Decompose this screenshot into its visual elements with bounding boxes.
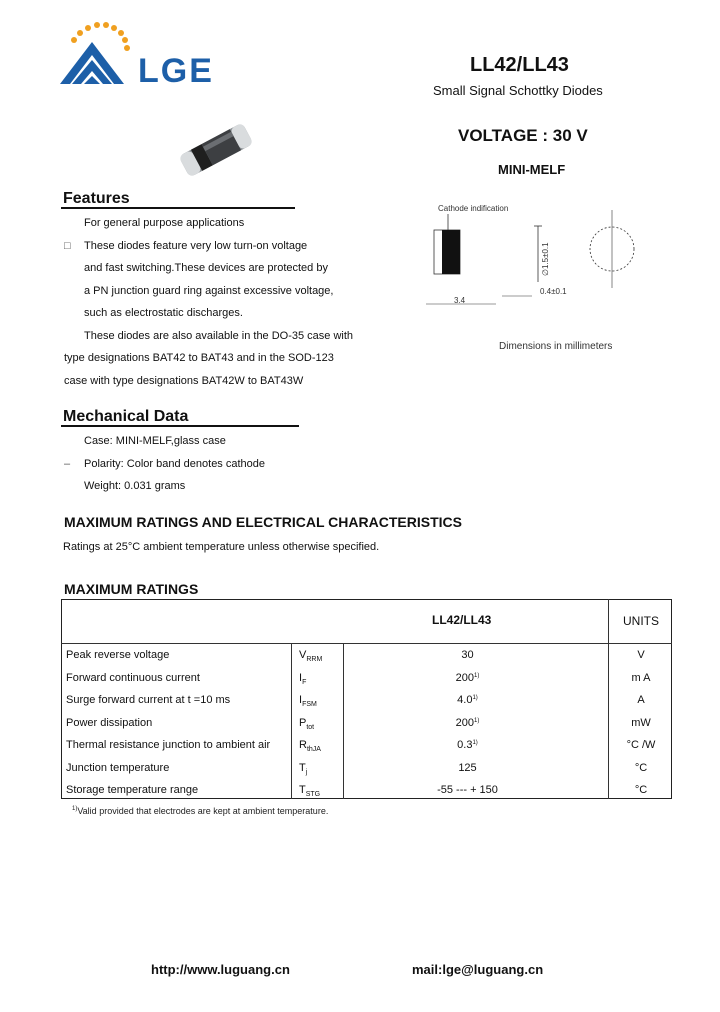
rating-symbol: $V_{RRM}$ xyxy=(299,649,323,663)
rating-symbol: $I_{FSM}$ xyxy=(299,694,317,708)
rating-unit: °C xyxy=(634,761,648,774)
dimension-drawing xyxy=(420,198,670,328)
dimensions-caption: Dimensions in millimeters xyxy=(499,341,613,352)
rating-parameter: Forward continuous current xyxy=(66,671,200,684)
feature-line: type designations BAT42 to BAT43 and in the SOD-123 xyxy=(64,352,334,364)
rating-unit: °C xyxy=(634,784,648,796)
mechanical-line: Weight: 0.031 grams xyxy=(84,480,186,492)
diameter-dim: ∅1.5±0.1 xyxy=(541,242,550,276)
mechanical-list xyxy=(64,430,404,498)
feature-line: a PN junction guard ring against excessive voltage, xyxy=(84,284,334,297)
rating-symbol: $T_{STG}$ xyxy=(299,784,321,798)
product-photo xyxy=(172,112,260,184)
product-subtitle: Small Signal Schottky Diodes xyxy=(433,83,603,98)
cathode-label: Cathode indification xyxy=(438,204,509,213)
company-logo xyxy=(56,22,246,94)
rating-value: 125 xyxy=(458,761,477,774)
rating-value: 30 xyxy=(461,649,474,661)
rating-value: 0.3$^{1)}$ xyxy=(457,739,478,751)
feature-line: For general purpose applications xyxy=(84,217,245,229)
length-dim: 3.4 xyxy=(454,296,466,305)
electrical-characteristics-heading: MAXIMUM RATINGS AND ELECTRICAL CHARACTERISTICS xyxy=(64,514,462,530)
rating-parameter: Storage temperature range xyxy=(66,784,199,796)
logo-wordmark: LGE xyxy=(138,52,214,90)
feature-line: and fast switching.These devices are protected by xyxy=(84,262,328,274)
table-divider xyxy=(608,599,609,799)
rating-parameter: Thermal resistance junction to ambient air xyxy=(66,739,271,751)
rating-symbol: $R_{thJA}$ xyxy=(299,739,321,753)
rating-value: 4.0$^{1)}$ xyxy=(457,694,478,706)
mechanical-line: – Polarity: Color band denotes cathode xyxy=(64,457,266,470)
rating-value: -55 --- + 150 xyxy=(437,784,498,796)
mechanical-line: Case: MINI-MELF,glass case xyxy=(84,435,226,447)
mechanical-heading: Mechanical Data xyxy=(63,408,189,425)
rating-symbol: $I_F$ xyxy=(299,671,307,686)
feature-line: such as electrostatic discharges. xyxy=(84,307,243,319)
ratings-note: Ratings at 25°C ambient temperature unless otherwise specified. xyxy=(63,541,380,553)
rating-parameter: Peak reverse voltage xyxy=(66,649,170,661)
rating-symbol: $P_{tot}$ xyxy=(299,716,315,731)
table-divider xyxy=(343,643,344,799)
website-link[interactable]: http://www.luguang.cn xyxy=(151,962,290,977)
rating-unit: °C /W xyxy=(626,739,656,751)
column-header-units: UNITS xyxy=(623,614,659,628)
feature-line: case with type designations BAT42W to BAT43W xyxy=(64,374,304,387)
rating-parameter: Surge forward current at t =10 ms xyxy=(66,694,231,706)
rating-unit: A xyxy=(637,694,645,706)
footnote: $^{1)}$Valid provided that electrodes are kept at ambient temperature. xyxy=(72,806,329,816)
features-heading: Features xyxy=(63,190,130,207)
email-link[interactable]: mail:lge@luguang.cn xyxy=(412,962,544,977)
rating-unit: m A xyxy=(631,671,651,684)
voltage-rating: VOLTAGE : 30 V xyxy=(458,126,588,145)
package-name: MINI-MELF xyxy=(498,162,566,177)
rating-parameter: Power dissipation xyxy=(66,716,153,729)
column-header-part: LL42/LL43 xyxy=(432,613,492,627)
features-list xyxy=(64,212,404,392)
rating-symbol: $T_j$ xyxy=(299,761,308,776)
feature-line: □ These diodes feature very low turn-on voltage xyxy=(64,239,308,252)
rating-value: 200$^{1)}$ xyxy=(455,716,480,729)
band-dim: 0.4±0.1 xyxy=(540,287,567,296)
mechanical-underline xyxy=(61,425,299,427)
max-ratings-heading: MAXIMUM RATINGS xyxy=(64,581,199,597)
feature-line: These diodes are also available in the DO-35 case with xyxy=(84,329,354,342)
features-underline xyxy=(61,207,295,209)
part-number-title: LL42/LL43 xyxy=(470,54,569,76)
table-divider xyxy=(291,643,292,799)
rating-value: 200$^{1)}$ xyxy=(455,671,480,684)
rating-unit: mW xyxy=(631,716,651,729)
table-header-rule xyxy=(61,643,672,644)
rating-parameter: Junction temperature xyxy=(66,761,170,774)
rating-unit: V xyxy=(637,649,645,661)
